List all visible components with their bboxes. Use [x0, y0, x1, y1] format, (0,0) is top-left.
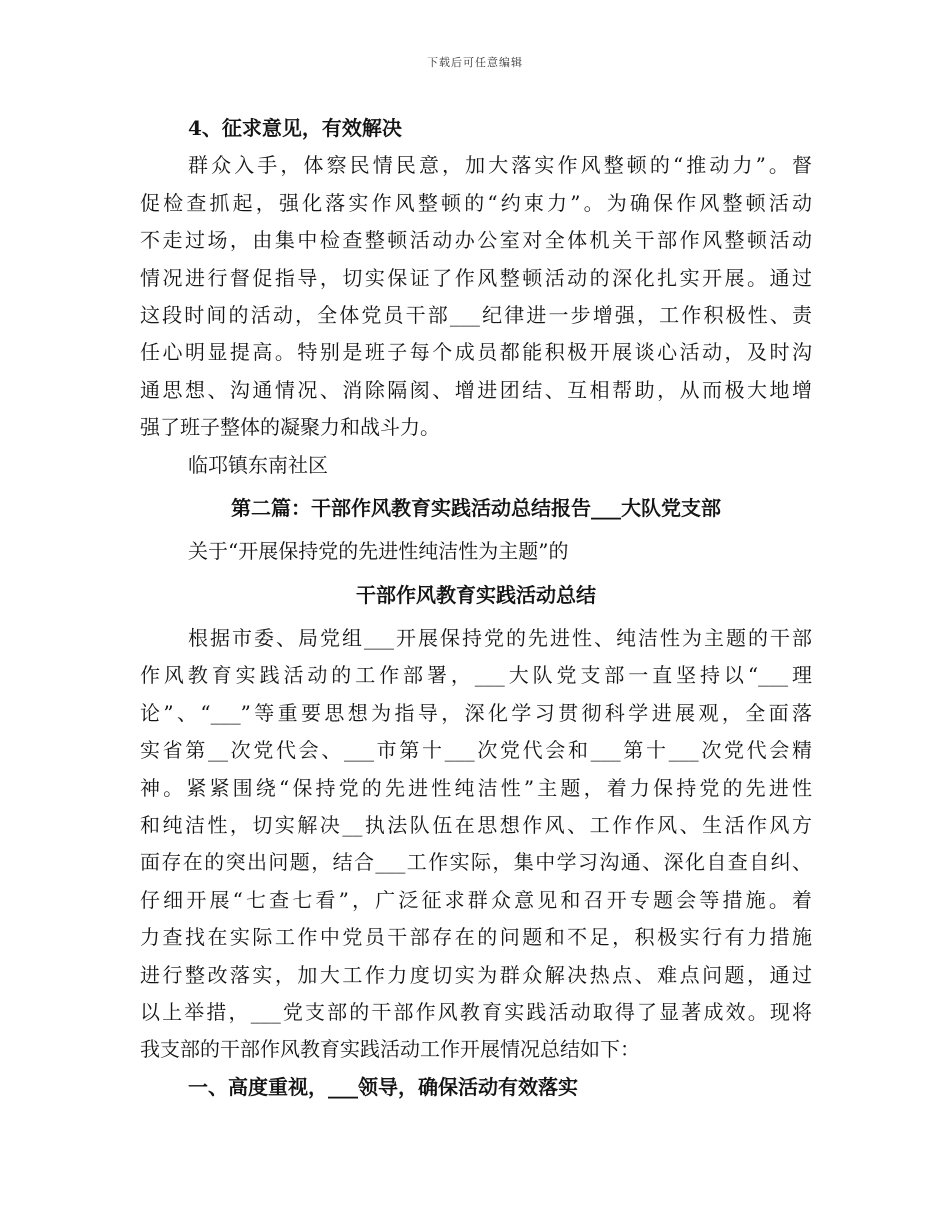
signature-line: 临邛镇东南社区 — [188, 452, 328, 477]
paragraph-line: 促检查抓起，强化落实作风整顿的“约束力”。为确保作风整顿活动 — [140, 190, 812, 215]
paragraph-line: 强了班子整体的凝聚力和战斗力。 — [140, 415, 440, 440]
paragraph-line: 通思想、沟通情况、消除隔阂、增进团结、互相帮助，从而极大地增 — [140, 377, 812, 402]
paragraph-line: 情况进行督促指导，切实保证了作风整顿活动的深化扎实开展。通过 — [140, 265, 812, 290]
paragraph-line: 论”、“___”等重要思想为指导，深化学习贯彻科学进展观，全面落 — [140, 700, 812, 725]
paragraph-line: 面存在的突出问题，结合___工作实际，集中学习沟通、深化自查自纠、 — [140, 850, 812, 875]
paragraph-line: 进行整改落实，加大工作力度切实为群众解决热点、难点问题，通过 — [140, 962, 812, 987]
paragraph-line: 仔细开展“七查七看”，广泛征求群众意见和召开专题会等措施。着 — [140, 887, 812, 912]
paragraph-line: 和纯洁性，切实解决__执法队伍在思想作风、工作作风、生活作风方 — [140, 813, 812, 838]
section-1-heading: 一、高度重视，___领导，确保活动有效落实 — [188, 1074, 578, 1099]
paragraph-line: 我支部的干部作风教育实践活动工作开展情况总结如下： — [140, 1037, 640, 1062]
paragraph-line: 任心明显提高。特别是班子每个成员都能积极开展谈心活动，及时沟 — [140, 340, 812, 365]
paragraph-line: 作风教育实践活动的工作部署，___大队党支部一直坚持以“___理 — [140, 663, 812, 688]
section-4-paragraph — [140, 147, 812, 446]
paragraph-line: 以上举措，___党支部的干部作风教育实践活动取得了显著成效。现将 — [140, 999, 812, 1024]
part-2-paragraph — [140, 620, 812, 1069]
paragraph-line: 力查找在实际工作中党员干部存在的问题和不足，积极实行有力措施 — [140, 925, 812, 950]
part-2-subtitle-line: 关于“开展保持党的先进性纯洁性为主题”的 — [188, 539, 569, 564]
section-4-heading: 4、征求意见，有效解决 — [188, 116, 402, 140]
part-2-title: 第二篇：干部作风教育实践活动总结报告___大队党支部 — [231, 495, 721, 520]
paragraph-line: 根据市委、局党组___开展保持党的先进性、纯洁性为主题的干部 — [188, 626, 812, 651]
page-header-note: 下载后可任意编辑 — [427, 56, 523, 69]
paragraph-line: 实省第__次党代会、___市第十___次党代会和___第十___次党代会精 — [140, 738, 812, 763]
document-body — [140, 110, 812, 1106]
paragraph-line: 不走过场，由集中检查整顿活动办公室对全体机关干部作风整顿活动 — [140, 228, 812, 253]
paragraph-line: 群众入手，体察民情民意，加大落实作风整顿的“推动力”。督 — [188, 153, 812, 178]
paragraph-line: 这段时间的活动，全体党员干部___纪律进一步增强，工作积极性、责 — [140, 302, 812, 327]
paragraph-line: 神。紧紧围绕“保持党的先进性纯洁性”主题，着力保持党的先进性 — [140, 775, 812, 800]
part-2-main-title: 干部作风教育实践活动总结 — [356, 582, 596, 607]
